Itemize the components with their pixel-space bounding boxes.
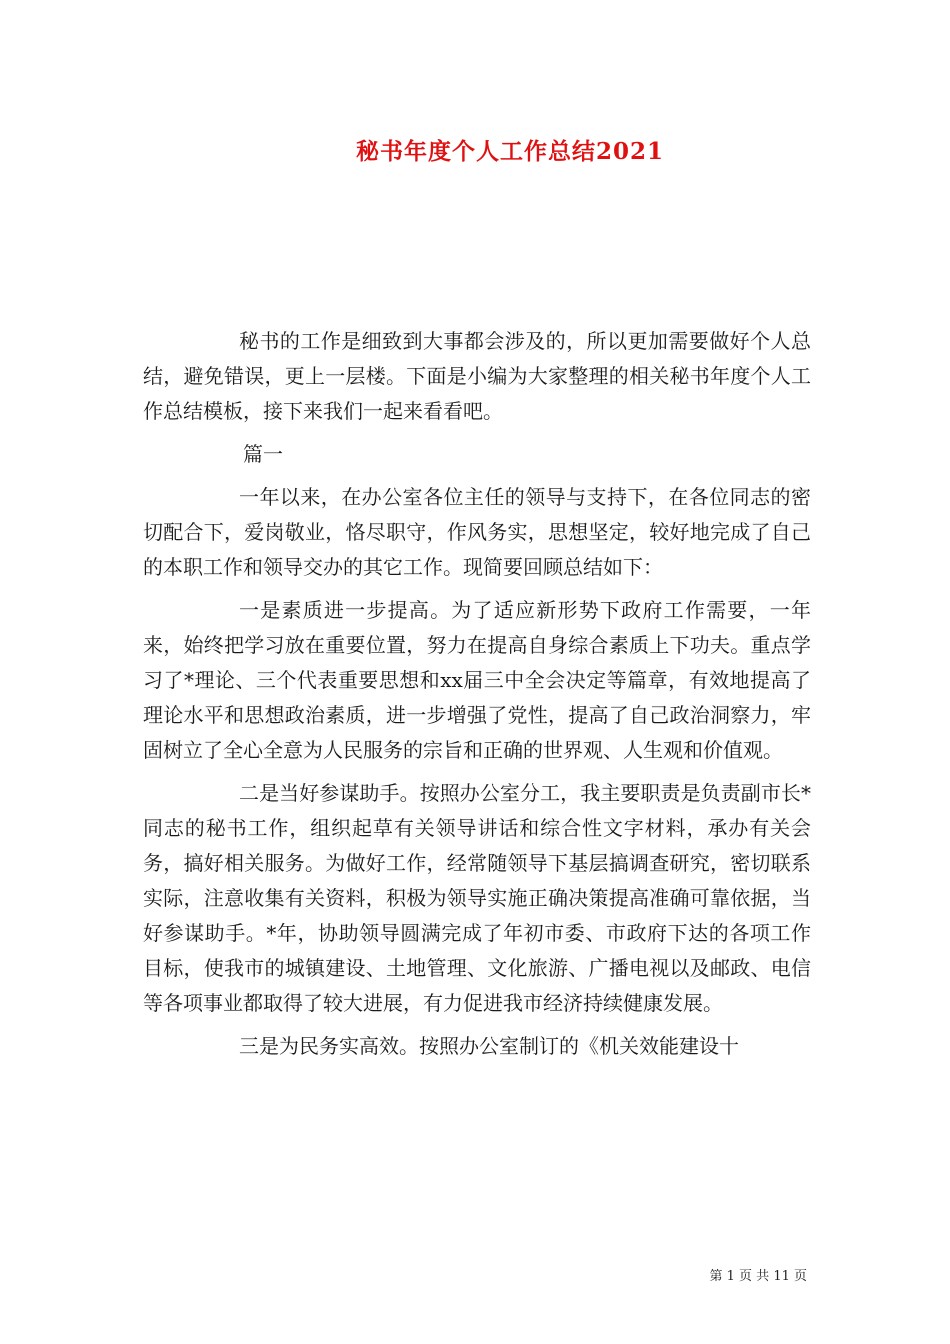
page-number: 第 1 页 共 11 页 [709,1269,807,1284]
document-body [143,324,811,1072]
paragraph: 一是素质进一步提高。为了适应新形势下政府工作需要，一年来，始终把学习放在重要位置，努力在提高自身综合素质上下功夫。重点学习了*理论、三个代表重要思想和xx届三中全会决定等篇章，有效地提高了理论水平和思想政治素质，进一步增强了党性，提高了自己政治洞察力，牢固树立了全心全意为人民服务的宗旨和正确的世界观、人生观和价值观。 [143,598,811,762]
intro-paragraph: 秘书的工作是细致到大事都会涉及的，所以更加需要做好个人总结，避免错误，更上一层楼。下面是小编为大家整理的相关秘书年度个人工作总结模板，接下来我们一起来看看吧。 [143,329,811,423]
section-label: 篇一 [243,442,283,466]
paragraph: 一年以来，在办公室各位主任的领导与支持下，在各位同志的密切配合下，爱岗敬业，恪尽职守，作风务实，思想坚定，较好地完成了自己的本职工作和领导交办的其它工作。现简要回顾总结如下： [143,485,811,579]
paragraph: 三是为民务实高效。按照办公室制订的《机关效能建设十 [239,1034,739,1058]
paragraph: 二是当好参谋助手。按照办公室分工，我主要职责是负责副市长*同志的秘书工作，组织起草有关领导讲话和综合性文字材料，承办有关会务，搞好相关服务。为做好工作，经常随领导下基层搞调查研究，密切联系实际，注意收集有关资料，积极为领导实施正确决策提高准确可靠依据，当好参谋助手。*年，协助领导圆满完成了年初市委、市政府下达的各项工作目标，使我市的城镇建设、土地管理、文化旅游、广播电视以及邮政、电信等各项事业都取得了较大进展，有力促进我市经济持续健康发展。 [143,781,811,1015]
document-title: 秘书年度个人工作总结2021 [355,138,664,165]
